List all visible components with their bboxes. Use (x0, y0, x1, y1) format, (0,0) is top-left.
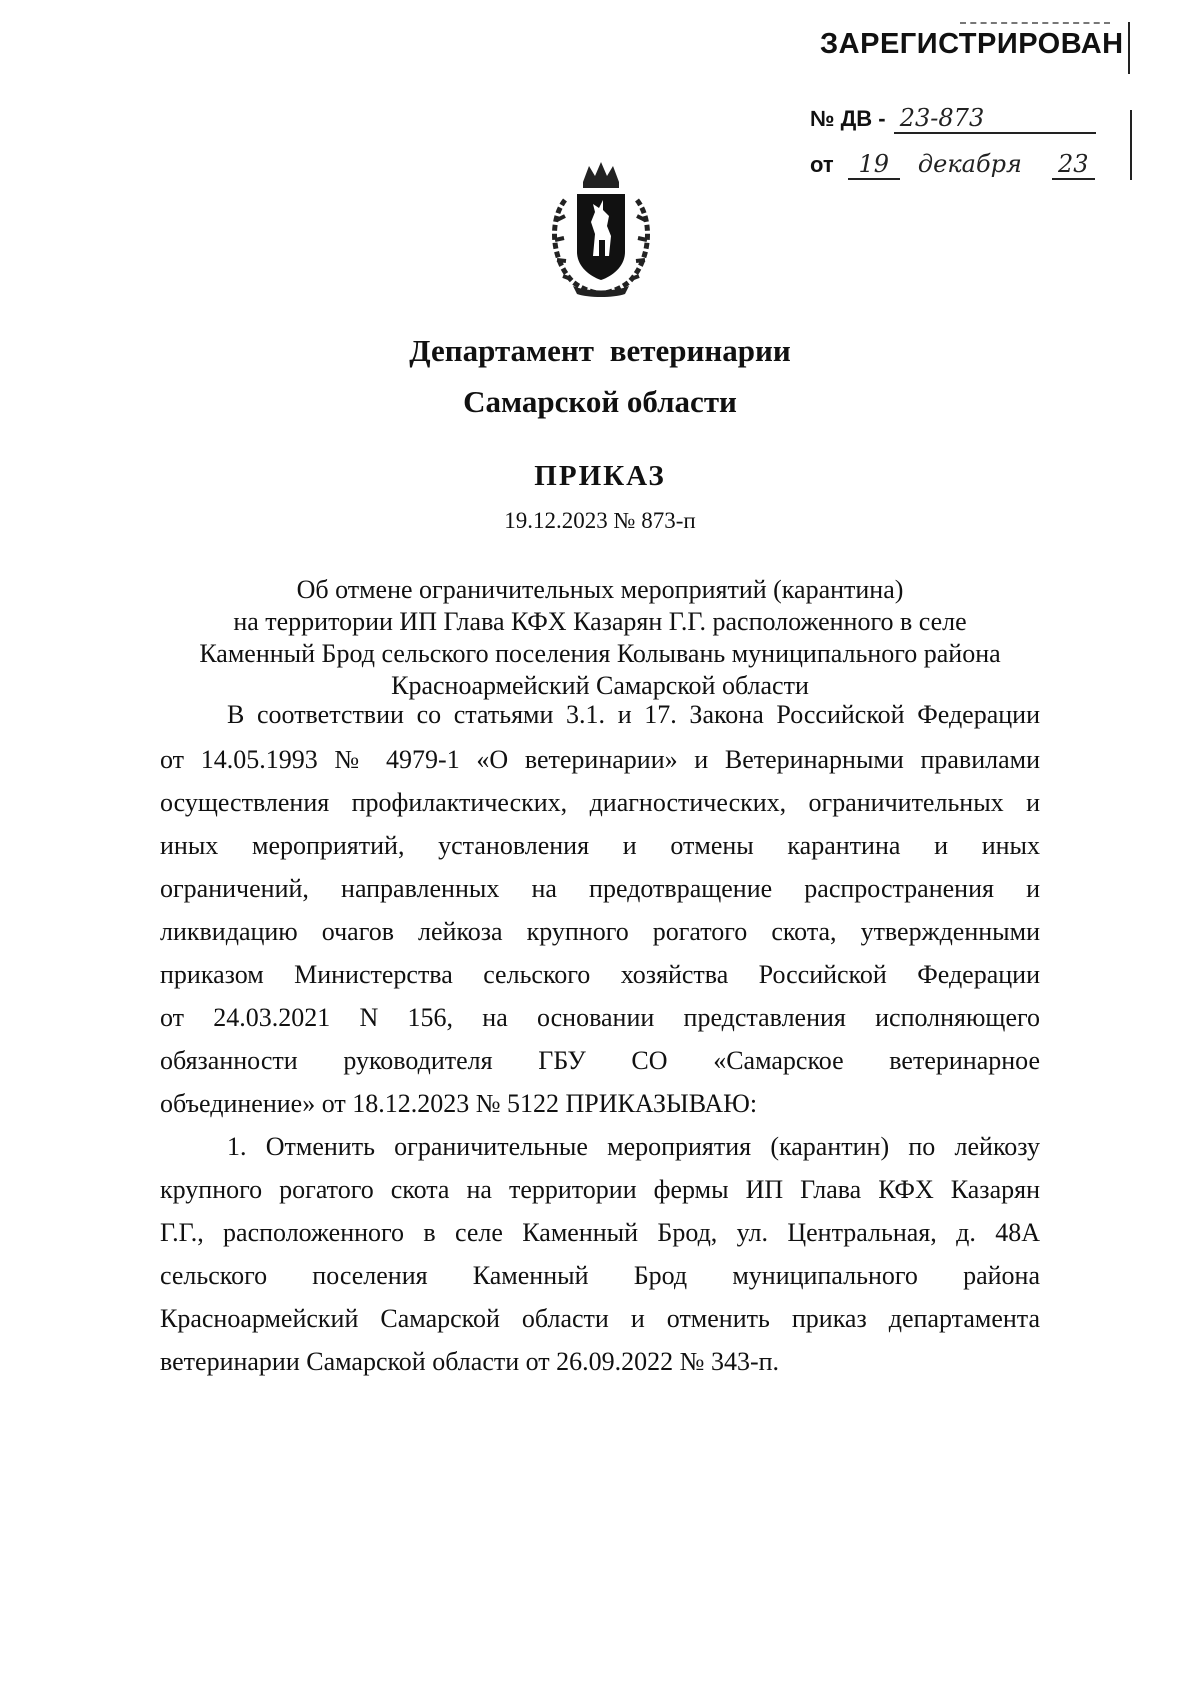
body-line: объединение» от 18.12.2023 № 5122 ПРИКАЗЫВАЮ: (160, 1089, 758, 1118)
body-line: иных мероприятий, установления и отмены карантина и иных (160, 831, 1040, 860)
stamp-date-day: 19 (848, 150, 900, 180)
subject-line: Красноармейский Самарской области (391, 671, 809, 700)
body-line: приказом Министерства сельского хозяйства Российской Федерации (160, 960, 1040, 989)
stamp-border-right-lower (1130, 110, 1132, 180)
stamp-border-right (1128, 22, 1130, 74)
stamp-date-year: 23 (1052, 150, 1095, 180)
order-number: 19.12.2023 № 873-п (504, 508, 696, 533)
registration-stamp (800, 22, 1140, 182)
stamp-dashes (960, 22, 1110, 26)
subject-line: на территории ИП Глава КФХ Казарян Г.Г. расположенного в селе (233, 607, 967, 636)
body-line: от 24.03.2021 N 156, на основании представления исполняющего (160, 1003, 1040, 1032)
stamp-reg-number: 23-873 (894, 104, 1096, 134)
body-line: Г.Г., расположенного в селе Каменный Брод, ул. Центральная, д. 48А (160, 1218, 1040, 1247)
body-line: сельского поселения Каменный Брод муниципального района (160, 1261, 1040, 1290)
body-line: В соответствии со статьями 3.1. и 17. Закона Российской Федерации (227, 700, 1040, 729)
body-line: ветеринарии Самарской области от 26.09.2022 № 343-п. (160, 1347, 780, 1376)
coat-of-arms-icon (543, 160, 659, 300)
stamp-title: ЗАРЕГИСТРИРОВАН (820, 28, 1124, 60)
body-line: ограничений, направленных на предотвращение распространения и (160, 874, 1040, 903)
subject-line: Об отмене ограничительных мероприятий (карантина) (296, 575, 904, 604)
order-subject (150, 574, 1050, 702)
body-line: от 14.05.1993 № 4979-1 «О ветеринарии» и Ветеринарными правилами (160, 745, 1040, 774)
stamp-date-month: декабря (917, 150, 1022, 178)
subject-line: Каменный Брод сельского поселения Колывань муниципального района (199, 639, 1001, 668)
body-line: обязанности руководителя ГБУ СО «Самарское ветеринарное (160, 1046, 1040, 1075)
department-name-line2: Самарской области (463, 384, 737, 419)
body-line: ликвидацию очагов лейкоза крупного рогатого скота, утвержденными (160, 917, 1040, 946)
department-name-line1: Департамент ветеринарии (409, 333, 791, 368)
stamp-reg-label: № ДВ - (810, 106, 886, 131)
body-line: Красноармейский Самарской области и отменить приказ департамента (160, 1304, 1040, 1333)
body-line: осуществления профилактических, диагностических, ограничительных и (160, 788, 1040, 817)
stamp-date-line (810, 150, 1095, 180)
stamp-date-label: от (810, 152, 834, 177)
body-line: 1. Отменить ограничительные мероприятия (карантин) по лейкозу (227, 1132, 1040, 1161)
stamp-registration-line (810, 104, 1096, 134)
body-line: крупного рогатого скота на территории фермы ИП Глава КФХ Казарян (160, 1175, 1040, 1204)
order-title: ПРИКАЗ (534, 460, 666, 492)
